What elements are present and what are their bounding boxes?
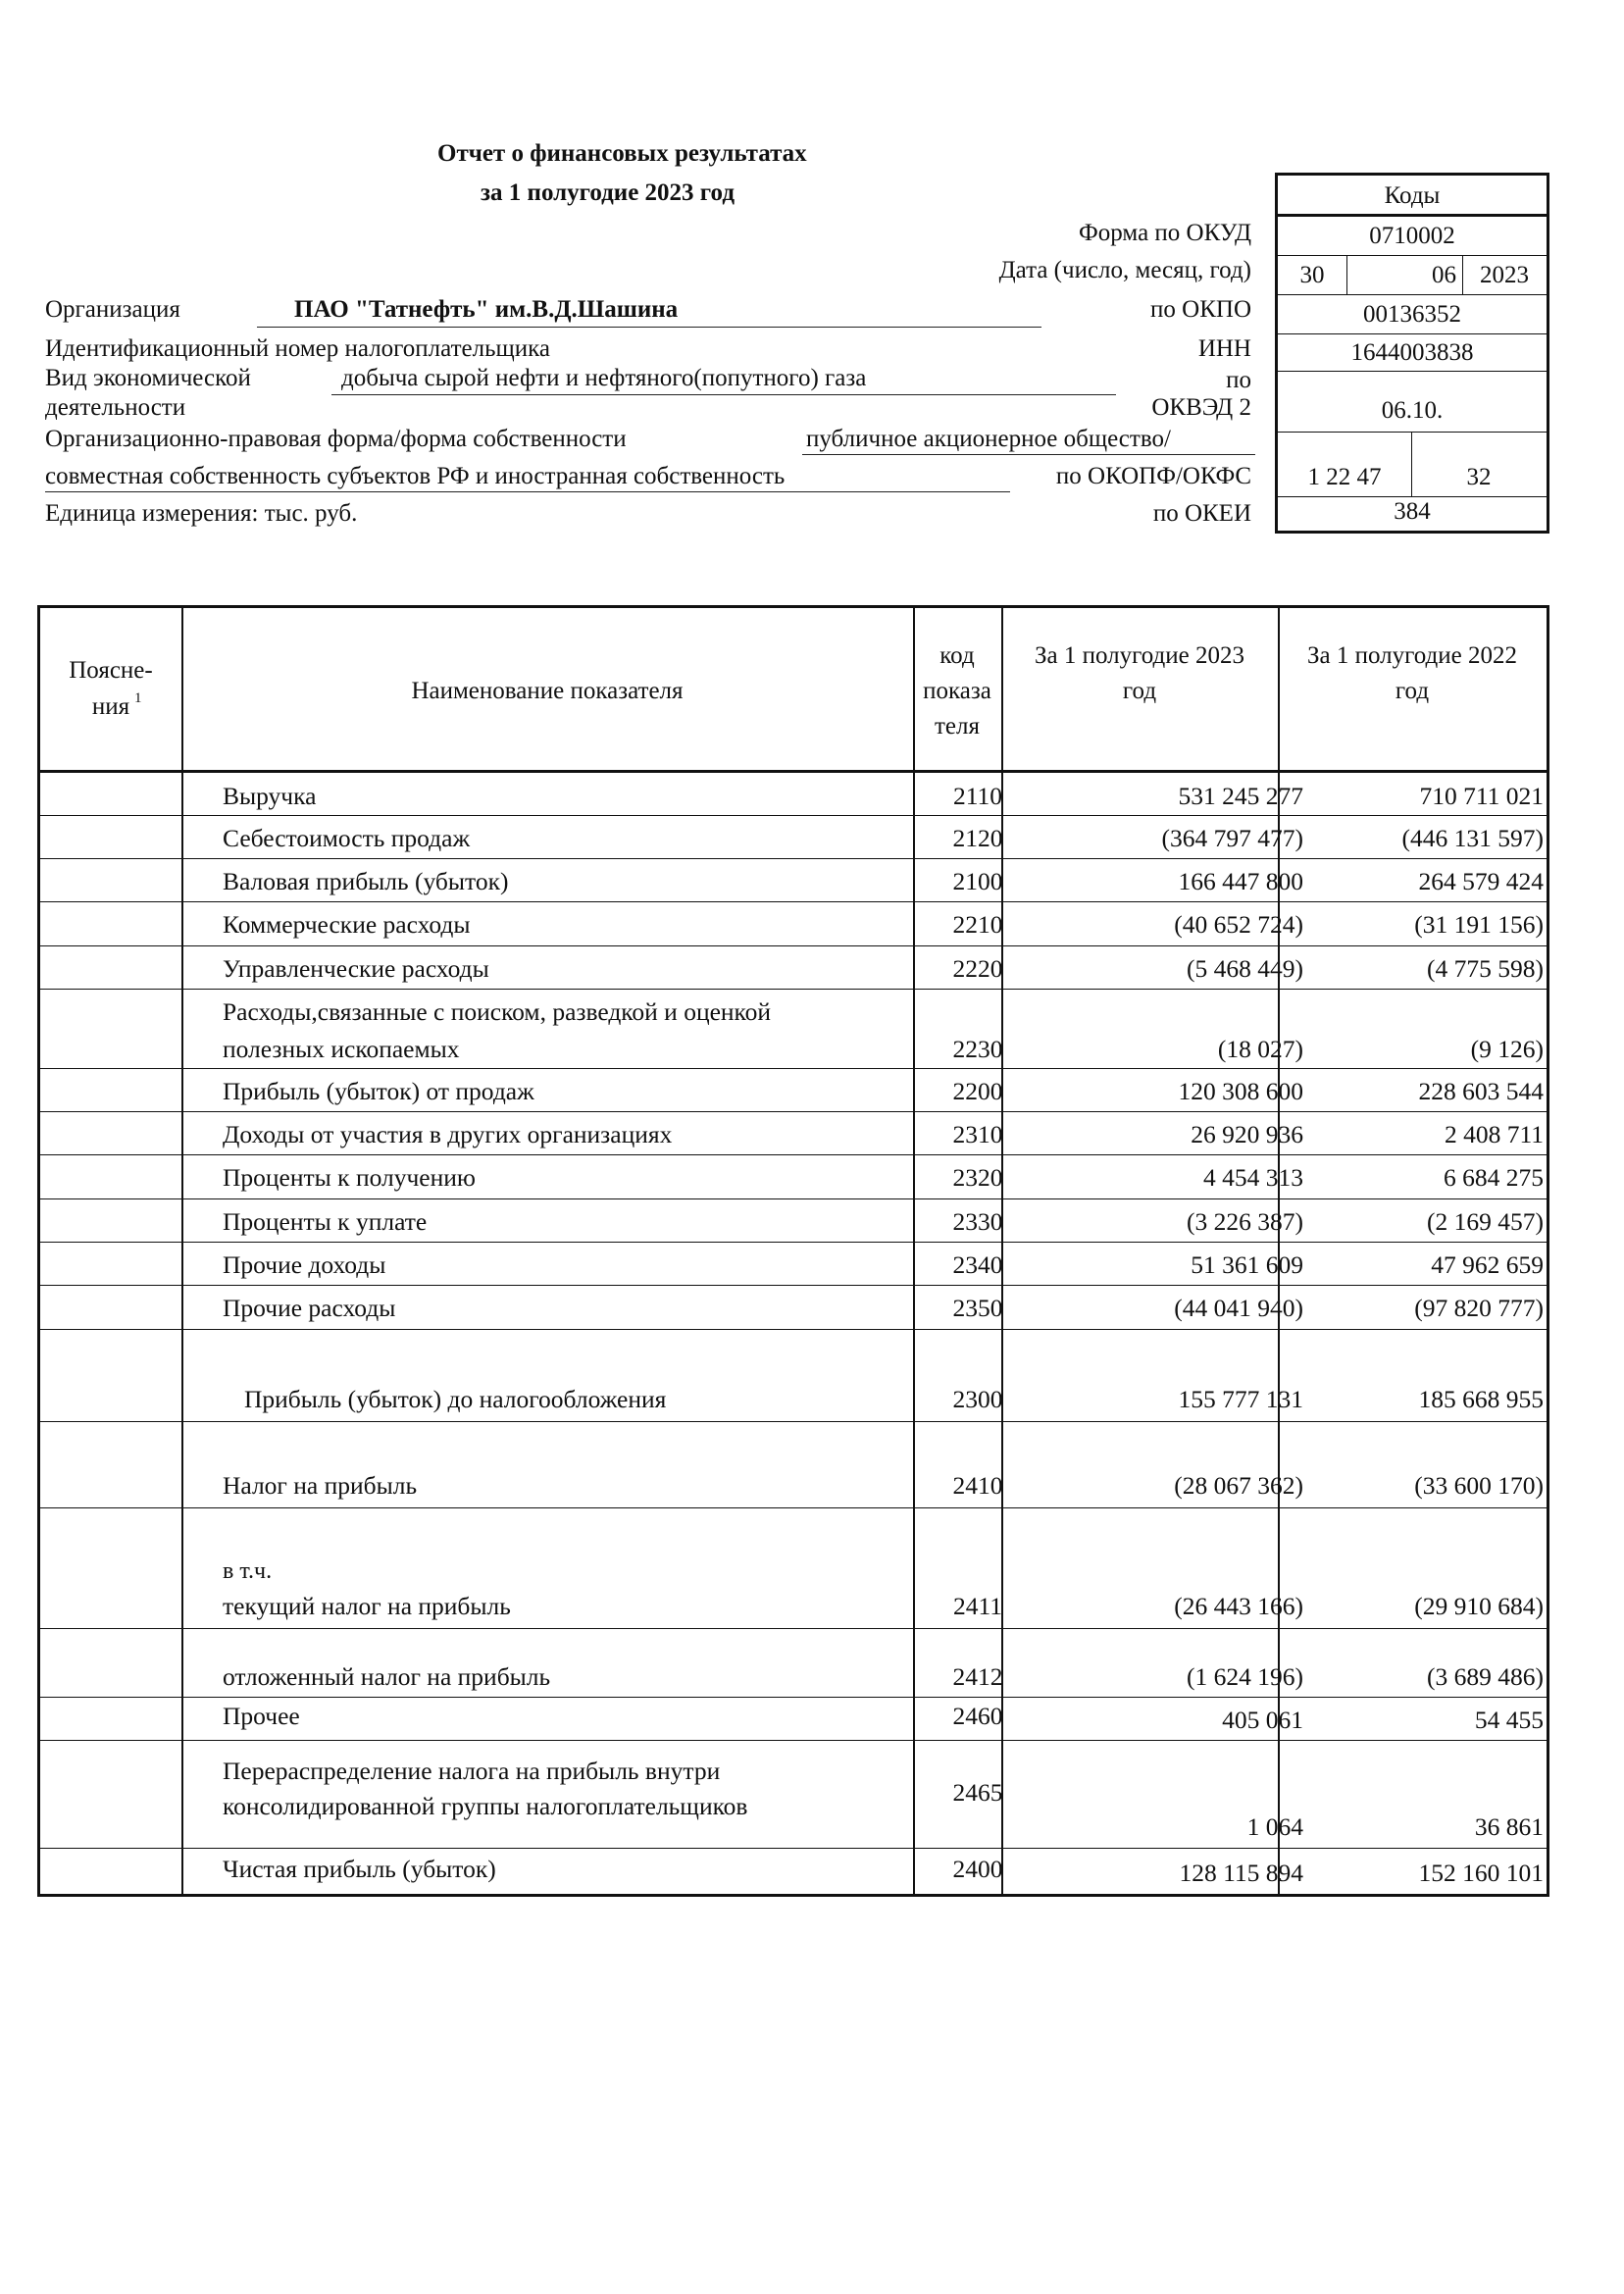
okpo-code: 00136352	[1278, 295, 1547, 334]
org-value: ПАО "Татнефть" им.В.Д.Шашина	[294, 296, 679, 323]
row-name: Проценты к получению	[223, 1163, 476, 1192]
okud-code: 0710002	[1278, 217, 1547, 256]
activity-value: добыча сырой нефти и нефтяного(попутного) газа	[341, 365, 867, 391]
row-name: Проценты к уплате	[223, 1207, 428, 1236]
col-header-notes-sup: 1	[134, 690, 142, 706]
row-name-line-1: Расходы,связанные с поиском, разведкой и оценкой	[223, 997, 772, 1026]
okopf-code: 1 22 47	[1307, 464, 1382, 490]
row-value-2023: (364 797 477)	[1161, 824, 1303, 852]
activity-label-2: деятельности	[45, 394, 186, 421]
inn-label: ИНН	[1197, 335, 1251, 362]
row-value-2023: 166 447 800	[1178, 867, 1303, 895]
okved-code: 06.10.	[1278, 372, 1547, 433]
table-row	[40, 815, 1547, 858]
legal-form-underline-1	[802, 454, 1255, 455]
col-header-notes	[40, 652, 181, 725]
row-value-2023: (44 041 940)	[1174, 1294, 1303, 1322]
col-header-2023-1: За 1 полугодие 2023	[1034, 642, 1244, 669]
table-row	[40, 1628, 1547, 1697]
okved-label-2: ОКВЭД 2	[1151, 394, 1251, 421]
row-value-2022: 2 408 711	[1444, 1120, 1544, 1148]
date-codes	[1278, 256, 1547, 295]
table-row	[40, 773, 1547, 815]
col-header-code-1: код	[939, 642, 975, 669]
row-value-2022: 54 455	[1474, 1706, 1544, 1734]
table-row	[40, 1154, 1547, 1198]
row-value-2023: (28 067 362)	[1174, 1471, 1303, 1500]
row-value-2022: (2 169 457)	[1427, 1207, 1544, 1236]
row-value-2022: 47 962 659	[1431, 1250, 1544, 1279]
row-name-line-2: полезных ископаемых	[223, 1035, 460, 1063]
date-label: Дата (число, месяц, год)	[998, 257, 1251, 283]
row-value-2023: (26 443 166)	[1174, 1592, 1303, 1620]
table-row	[40, 945, 1547, 989]
codes-header: Коды	[1278, 176, 1547, 217]
table-row	[40, 1111, 1547, 1154]
row-value-2023: (5 468 449)	[1187, 954, 1303, 983]
col-header-2022-2: год	[1395, 678, 1430, 704]
row-name-line-2: текущий налог на прибыль	[223, 1592, 511, 1620]
legal-form-label: Организационно-правовая форма/форма собственности	[45, 426, 627, 452]
activity-label-1: Вид экономической	[45, 365, 251, 391]
row-code: 2310	[952, 1120, 1003, 1148]
codes-box	[1275, 173, 1549, 534]
date-year: 2023	[1480, 262, 1529, 288]
col-header-2023-2: год	[1122, 678, 1157, 704]
row-name: Прочие расходы	[223, 1294, 396, 1322]
okud-label: Форма по ОКУД	[1079, 220, 1251, 246]
row-value-2023: (1 624 196)	[1187, 1662, 1303, 1691]
row-name: Прочее	[223, 1702, 300, 1730]
row-code: 2210	[952, 910, 1003, 939]
row-value-2022: 710 711 021	[1419, 782, 1544, 810]
row-value-2022: (4 775 598)	[1427, 954, 1544, 983]
org-underline	[257, 327, 1041, 328]
table-row	[40, 1242, 1547, 1285]
row-code: 2110	[952, 782, 1003, 810]
row-value-2022: 152 160 101	[1418, 1859, 1544, 1887]
row-code: 2220	[952, 954, 1003, 983]
row-name: Валовая прибыль (убыток)	[223, 867, 509, 895]
row-code: 2400	[952, 1855, 1003, 1883]
row-name: Налог на прибыль	[223, 1471, 418, 1500]
row-code: 2411	[952, 1592, 1003, 1620]
row-name: Чистая прибыль (убыток)	[223, 1855, 496, 1883]
row-name: Коммерческие расходы	[223, 910, 471, 939]
inn-code: 1644003838	[1278, 334, 1547, 372]
financial-results-table	[37, 605, 1549, 1897]
row-code: 2412	[952, 1662, 1003, 1691]
row-value-2023: 51 361 609	[1191, 1250, 1303, 1279]
unit-label: Единица измерения: тыс. руб.	[45, 500, 358, 527]
row-value-2023: 128 115 894	[1179, 1859, 1303, 1887]
okei-code: 384	[1394, 498, 1431, 525]
table-row	[40, 1068, 1547, 1111]
row-name: Выручка	[223, 782, 317, 810]
row-value-2022: 185 668 955	[1418, 1385, 1544, 1413]
row-code: 2410	[952, 1471, 1003, 1500]
table-row	[40, 989, 1547, 1068]
col-header-code-2: показа	[923, 678, 991, 704]
row-code: 2230	[952, 1035, 1003, 1063]
okved-label-1: по	[1226, 367, 1251, 393]
okfs-code: 32	[1466, 464, 1492, 490]
table-row	[40, 1740, 1547, 1848]
row-code: 2320	[952, 1163, 1003, 1192]
row-code: 2120	[952, 824, 1003, 852]
row-code: 2465	[952, 1778, 1003, 1807]
row-value-2023: 1 064	[1246, 1812, 1303, 1841]
row-value-2023: (40 652 724)	[1174, 910, 1303, 939]
row-code: 2330	[952, 1207, 1003, 1236]
row-value-2023: 405 061	[1222, 1706, 1303, 1734]
row-code: 2460	[952, 1702, 1003, 1730]
okpo-label: по ОКПО	[1150, 296, 1251, 323]
row-value-2022: 264 579 424	[1418, 867, 1544, 895]
row-value-2023: 26 920 936	[1191, 1120, 1303, 1148]
col-header-notes-text: Поясне-ния	[69, 657, 153, 720]
row-code: 2350	[952, 1294, 1003, 1322]
row-value-2022: (29 910 684)	[1414, 1592, 1544, 1620]
row-value-2022: (31 191 156)	[1414, 910, 1544, 939]
row-name-line-2: консолидированной группы налогоплательщиков	[223, 1792, 748, 1820]
row-name-line-1: в т.ч.	[223, 1558, 273, 1584]
table-row	[40, 1285, 1547, 1329]
row-name: Доходы от участия в других организациях	[223, 1120, 673, 1148]
activity-underline	[331, 394, 1116, 395]
okei-label: по ОКЕИ	[1152, 500, 1251, 527]
row-value-2023: (18 027)	[1217, 1035, 1303, 1063]
row-code: 2340	[952, 1250, 1003, 1279]
row-code: 2200	[952, 1077, 1003, 1105]
table-row	[40, 1421, 1547, 1507]
table-row	[40, 858, 1547, 901]
row-value-2022: (446 131 597)	[1401, 824, 1544, 852]
row-name: Прибыль (убыток) до налогообложения	[244, 1385, 667, 1413]
table-row	[40, 1848, 1547, 1894]
date-month: 06	[1432, 262, 1456, 288]
legal-form-underline-2	[45, 491, 1010, 492]
row-value-2022: 36 861	[1474, 1812, 1544, 1841]
legal-form-value-2: совместная собственность субъектов РФ и иностранная собственность	[45, 463, 786, 489]
row-value-2023: 531 245 277	[1178, 782, 1303, 810]
col-header-2022-1: За 1 полугодие 2022	[1306, 642, 1517, 669]
report-period: за 1 полугодие 2023 год	[481, 179, 735, 206]
row-value-2022: 228 603 544	[1418, 1077, 1544, 1105]
okopf-label: по ОКОПФ/ОКФС	[1055, 463, 1251, 489]
legal-form-value-1: публичное акционерное общество/	[806, 426, 1171, 452]
table-row	[40, 1507, 1547, 1628]
row-value-2022: (3 689 486)	[1427, 1662, 1544, 1691]
row-name: отложенный налог на прибыль	[223, 1662, 551, 1691]
table-row	[40, 1329, 1547, 1421]
org-label: Организация	[45, 296, 180, 323]
row-code: 2300	[952, 1385, 1003, 1413]
row-value-2022: (9 126)	[1470, 1035, 1544, 1063]
row-value-2022: (33 600 170)	[1414, 1471, 1544, 1500]
row-name: Себестоимость продаж	[223, 824, 471, 852]
row-name: Управленческие расходы	[223, 954, 489, 983]
row-value-2023: (3 226 387)	[1187, 1207, 1303, 1236]
row-value-2023: 4 454 313	[1203, 1163, 1303, 1192]
col-header-code-3: теля	[935, 713, 980, 739]
okopf-codes	[1278, 433, 1547, 497]
row-value-2023: 155 777 131	[1178, 1385, 1303, 1413]
row-code: 2100	[952, 867, 1003, 895]
inn-label-left: Идентификационный номер налогоплательщика	[45, 335, 551, 362]
row-name: Прочие доходы	[223, 1250, 386, 1279]
row-name: Прибыль (убыток) от продаж	[223, 1077, 534, 1105]
col-header-name: Наименование показателя	[411, 678, 684, 704]
row-value-2022: 6 684 275	[1444, 1163, 1544, 1192]
row-value-2022: (97 820 777)	[1414, 1294, 1544, 1322]
table-row	[40, 901, 1547, 945]
date-day: 30	[1299, 262, 1325, 288]
row-name-line-1: Перераспределение налога на прибыль внутри	[223, 1757, 721, 1785]
row-value-2023: 120 308 600	[1178, 1077, 1303, 1105]
report-title: Отчет о финансовых результатах	[437, 140, 807, 167]
table-row	[40, 1198, 1547, 1242]
table-row	[40, 1697, 1547, 1740]
